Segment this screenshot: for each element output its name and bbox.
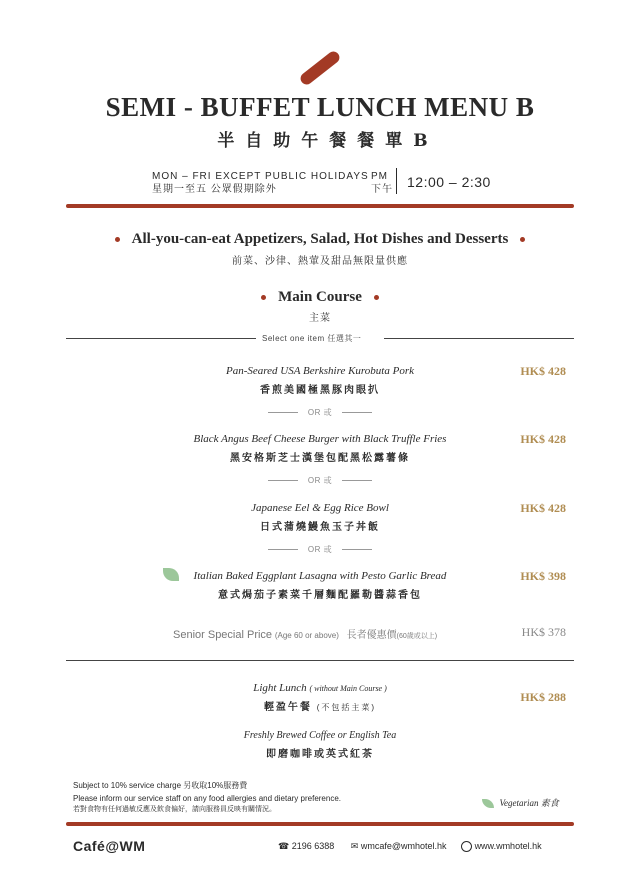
- header-divider: [66, 204, 574, 208]
- globe-icon: [461, 841, 472, 852]
- item-name-zh: 日式蒲燒鰻魚玉子丼飯: [260, 522, 380, 533]
- drink-en: Freshly Brewed Coffee or English Tea: [243, 730, 397, 741]
- main-course-title-zh: 主菜: [309, 313, 331, 324]
- item-name-zh: 黑安格斯芝士漢堡包配黑松露薯條: [230, 453, 410, 464]
- allergy-note-zh: 若對食物有任何過敏反應及飲食偏好，請向服務員反映有關情況。: [73, 806, 276, 813]
- or-label: OR 或: [307, 545, 333, 554]
- website-link[interactable]: www.wmhotel.hk: [474, 841, 542, 851]
- phone-icon: ☎: [278, 841, 290, 851]
- mail-icon: ✉: [350, 841, 359, 851]
- or-label: OR 或: [307, 476, 333, 485]
- bullet-icon: [115, 237, 120, 242]
- item-name-en: Japanese Eel & Egg Rice Bowl: [251, 502, 389, 514]
- item-name-zh: 意式焗茄子素菜千層麵配羅勒醬蒜香包: [218, 590, 422, 601]
- divider: [396, 168, 397, 194]
- item-price: HK$ 428: [520, 432, 566, 446]
- senior-label: Senior Special Price: [173, 629, 273, 641]
- pill-logo-icon: [298, 49, 342, 87]
- select-note: Select one item 任選其一: [262, 334, 362, 343]
- select-line-right: [384, 338, 574, 339]
- contact-row: [278, 841, 542, 852]
- light-lunch-title: Light Lunch: [253, 682, 307, 694]
- vegetarian-label: Vegetarian 素食: [499, 798, 559, 808]
- vegetarian-legend: [482, 796, 559, 809]
- bullet-icon: [261, 295, 266, 300]
- main-course-title: Main Course: [278, 289, 362, 305]
- light-lunch-price: HK$ 288: [520, 690, 566, 704]
- senior-price-row: [173, 626, 437, 641]
- page-title-zh: 半自助午餐餐單B: [217, 131, 439, 151]
- pm-label: [371, 170, 393, 196]
- buffet-section: [0, 231, 640, 267]
- drink-zh: 即磨咖啡或英式紅茶: [266, 749, 374, 760]
- or-label: OR 或: [307, 408, 333, 417]
- or-separator: [0, 475, 640, 486]
- light-lunch-title-zh: 輕盈午餐: [263, 702, 312, 713]
- buffet-title: All-you-can-eat Appetizers, Salad, Hot Dishes and Desserts: [131, 231, 509, 247]
- leaf-icon: [482, 799, 494, 808]
- item-name-en: Pan-Seared USA Berkshire Kurobuta Pork: [226, 365, 414, 377]
- senior-age-zh: (60歲或以上): [396, 633, 438, 640]
- item-name-en: Black Angus Beef Cheese Burger with Black Truffle Fries: [193, 433, 447, 445]
- main-course-heading: [0, 289, 640, 324]
- drink-info: [0, 730, 640, 760]
- item-price: HK$ 398: [520, 569, 566, 583]
- cafe-logo: Café@WM: [73, 838, 146, 854]
- service-charge-note: Subject to 10% service charge 另收取10%服務費: [73, 781, 248, 790]
- or-separator: [0, 407, 640, 418]
- buffet-title-zh: 前菜、沙律、熱葷及甜品無限量供應: [232, 256, 408, 267]
- select-line-left: [66, 338, 256, 339]
- bullet-icon: [520, 237, 525, 242]
- days-en: MON – FRI EXCEPT PUBLIC HOLIDAYS: [152, 171, 369, 182]
- light-lunch-note-zh: (不包括主菜): [316, 703, 377, 712]
- item-price: HK$ 428: [520, 364, 566, 378]
- section-divider: [66, 660, 574, 661]
- footer-divider: [66, 822, 574, 826]
- pm-zh: 下午: [371, 184, 393, 195]
- light-lunch-note: ( without Main Course ): [309, 684, 387, 693]
- item-name-zh: 香煎美國極黑豚肉眼扒: [260, 385, 380, 396]
- page-title: SEMI - BUFFET LUNCH MENU B: [105, 92, 535, 122]
- pm-en: PM: [371, 171, 388, 182]
- senior-age: (Age 60 or above): [274, 631, 339, 640]
- or-separator: [0, 544, 640, 555]
- senior-price: HK$ 378: [521, 625, 566, 639]
- bullet-icon: [374, 295, 379, 300]
- time-range: 12:00 – 2:30: [407, 174, 491, 190]
- item-name-en: Italian Baked Eggplant Lasagna with Pesto Garlic Bread: [193, 570, 447, 582]
- days-zh: 星期一至五 公眾假期除外: [152, 184, 277, 195]
- days-info: [152, 170, 369, 196]
- email-link[interactable]: wmcafe@wmhotel.hk: [360, 841, 447, 851]
- allergy-note-en: Please inform our service staff on any food allergies and dietary preference.: [73, 794, 341, 803]
- phone-number[interactable]: 2196 6388: [291, 841, 335, 851]
- item-price: HK$ 428: [520, 501, 566, 515]
- senior-label-zh: 長者優惠價: [346, 630, 397, 641]
